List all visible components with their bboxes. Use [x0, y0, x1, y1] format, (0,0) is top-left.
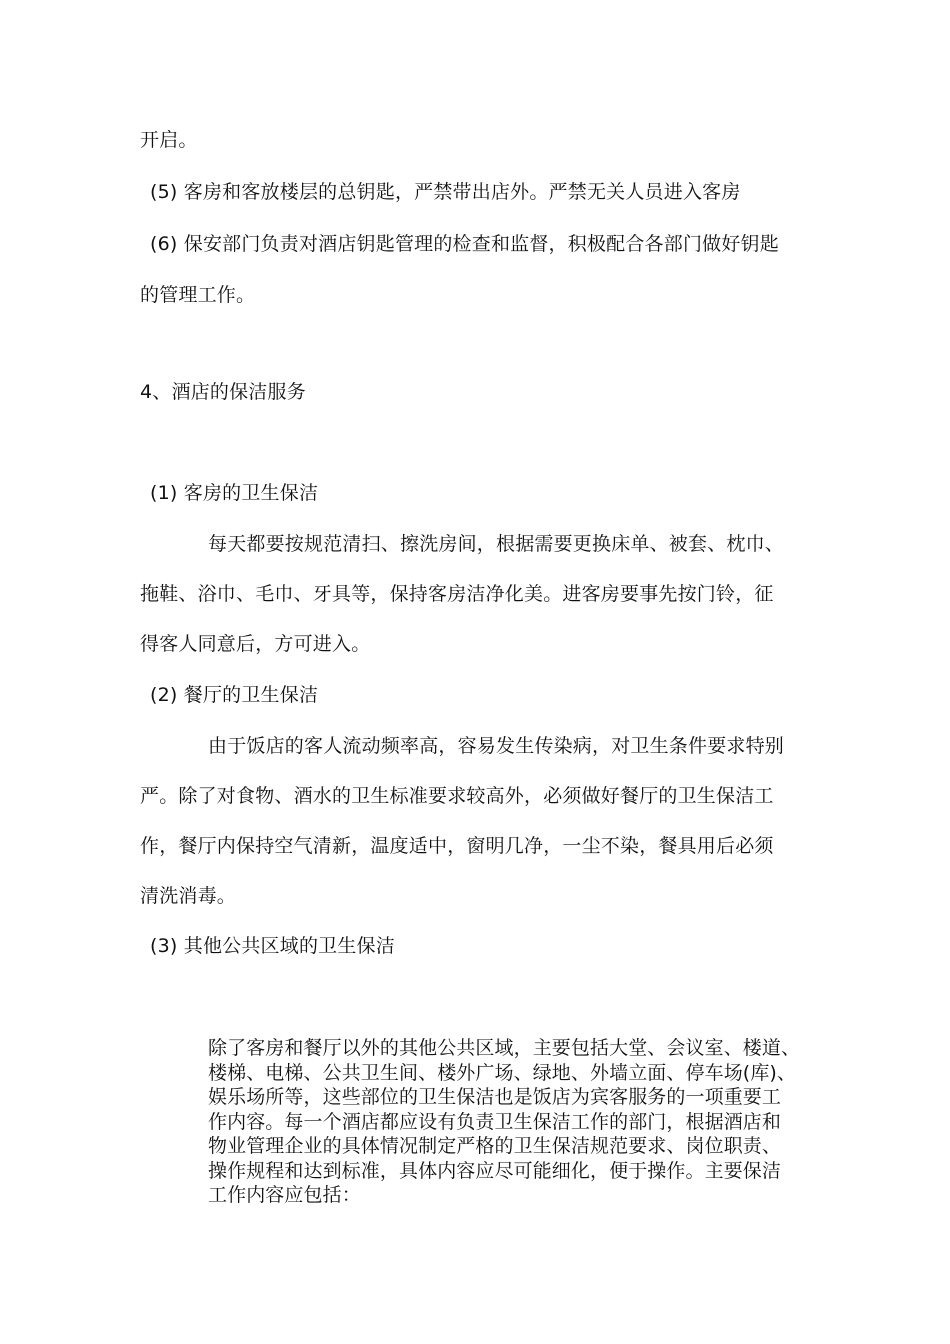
paragraph-line: 每天都要按规范清扫、擦洗房间，根据需要更换床单、被套、枕巾、 — [208, 533, 785, 555]
list-item-6: (6) 保安部门负责对酒店钥匙管理的检查和监督，积极配合各部门做好钥匙 — [150, 233, 779, 255]
subsection-heading-3: (3) 其他公共区域的卫生保洁 — [150, 935, 395, 957]
subsection-heading-2: (2) 餐厅的卫生保洁 — [150, 684, 319, 706]
paragraph-line: 作，餐厅内保持空气清新，温度适中，窗明几净，一尘不染，餐具用后必须 — [140, 835, 774, 857]
paragraph-line: 由于饭店的客人流动频率高，容易发生传染病，对卫生条件要求特别 — [208, 735, 785, 757]
list-item-5: (5) 客房和客放楼层的总钥匙，严禁带出店外。严禁无关人员进入客房 — [150, 181, 741, 203]
paragraph-line: 拖鞋、浴巾、毛巾、牙具等，保持客房洁净化美。进客房要事先按门铃，征 — [140, 583, 774, 605]
text-line: 开启。 — [140, 129, 198, 151]
paragraph-line: 清洗消毒。 — [140, 885, 237, 907]
text-line: 的管理工作。 — [140, 284, 256, 306]
paragraph-line: 楼梯、电梯、公共卫生间、楼外广场、绿地、外墙立面、停车场(库)、 — [208, 1061, 797, 1084]
paragraph-line: 严。除了对食物、酒水的卫生标准要求较高外，必须做好餐厅的卫生保洁工 — [140, 785, 774, 807]
paragraph-line: 工作内容应包括： — [208, 1184, 361, 1206]
subsection-heading-1: (1) 客房的卫生保洁 — [150, 482, 319, 504]
paragraph-line: 得客人同意后，方可进入。 — [140, 633, 371, 655]
paragraph-line: 物业管理企业的具体情况制定严格的卫生保洁规范要求、岗位职责、 — [208, 1135, 782, 1157]
section-heading: 4、酒店的保洁服务 — [140, 381, 306, 403]
paragraph-line: 操作规程和达到标准，具体内容应尽可能细化，便于操作。主要保洁 — [208, 1159, 782, 1182]
paragraph-line: 除了客房和餐厅以外的其他公共区域，主要包括大堂、会议室、楼道、 — [208, 1037, 801, 1059]
paragraph-line: 作内容。每一个酒店都应设有负责卫生保洁工作的部门，根据酒店和 — [208, 1110, 782, 1133]
public-area-paragraph — [208, 1036, 838, 1208]
paragraph-line: 娱乐场所等，这些部位的卫生保洁也是饭店为宾客服务的一项重要工 — [208, 1086, 782, 1108]
